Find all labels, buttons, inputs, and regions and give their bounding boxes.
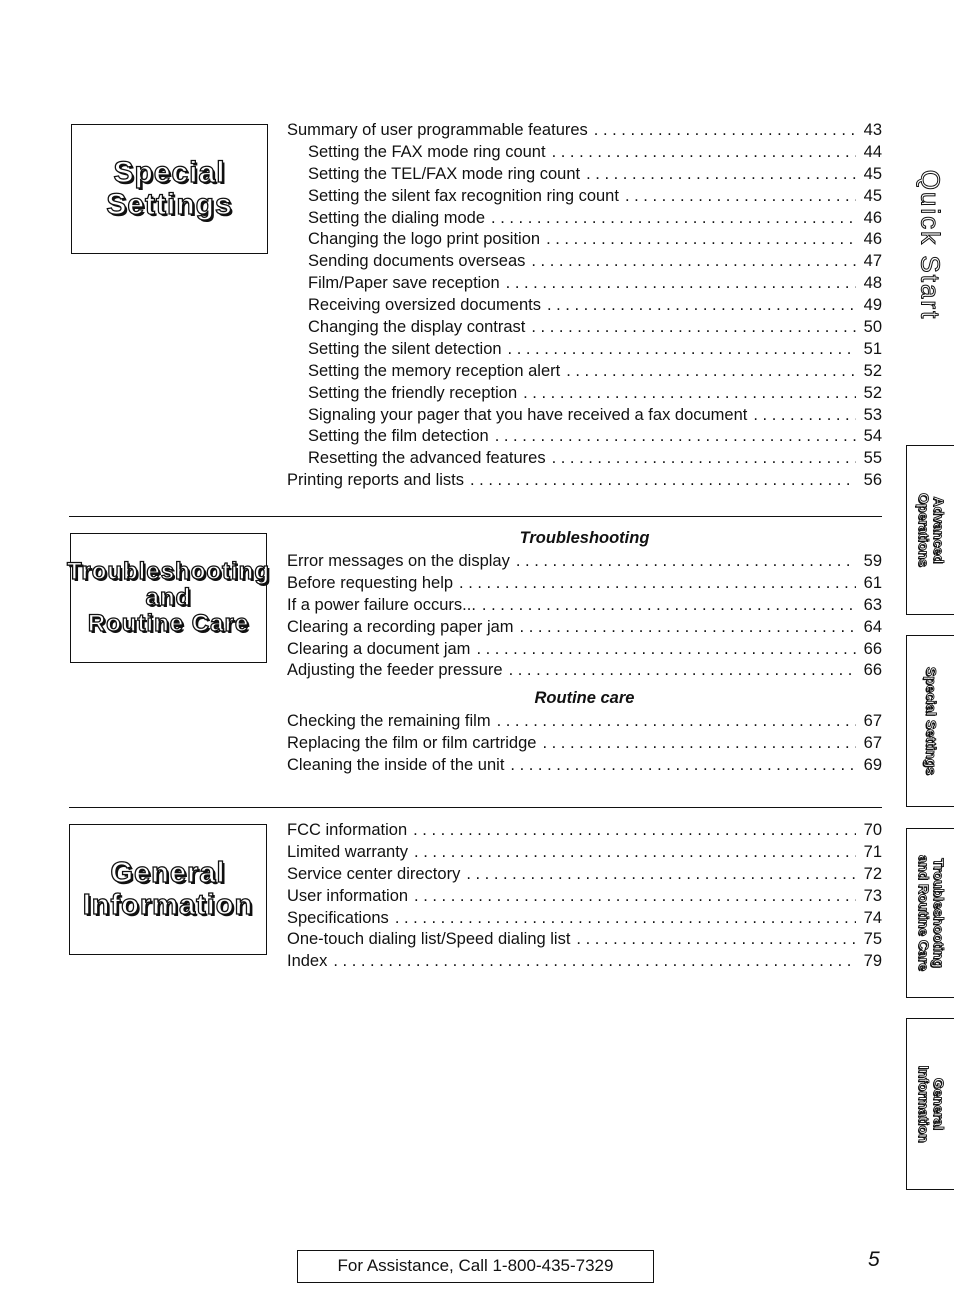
toc-entry-label: Clearing a recording paper jam [287, 617, 514, 636]
leader-dots [395, 908, 856, 930]
toc-entry[interactable] [287, 295, 882, 317]
leader-dots [523, 383, 856, 405]
page-number: 5 [868, 1248, 880, 1271]
troubleshooting-toc [287, 525, 882, 777]
toc-entry-page: 66 [863, 661, 882, 680]
tab-advanced-line-1: Advanced [930, 496, 947, 564]
toc-entry-label: Setting the silent detection [308, 339, 502, 358]
toc-entry-label: Printing reports and lists [287, 471, 464, 490]
leader-dots [594, 120, 856, 142]
toc-entry-page: 72 [863, 864, 882, 883]
leader-dots [497, 711, 856, 733]
leader-dots [491, 208, 856, 230]
toc-entry[interactable] [287, 886, 882, 908]
leader-dots [482, 595, 856, 617]
toc-entry-page: 56 [863, 471, 882, 490]
toc-entry-label: Setting the friendly reception [308, 383, 518, 402]
toc-entry-page: 69 [863, 756, 882, 775]
toc-entry-label: Setting the memory reception alert [308, 361, 561, 380]
toc-entry[interactable] [287, 660, 882, 682]
leader-dots [625, 186, 856, 208]
section-divider [69, 807, 882, 808]
toc-entry[interactable] [287, 208, 882, 230]
toc-entry[interactable] [287, 929, 882, 951]
toc-entry-label: Sending documents overseas [308, 252, 526, 271]
toc-entry-label: Replacing the film or film cartridge [287, 734, 537, 753]
general-information-title-box [69, 824, 267, 955]
toc-entry-page: 47 [863, 252, 882, 271]
toc-entry-page: 45 [863, 164, 882, 183]
toc-entry-label: Setting the silent fax recognition ring count [308, 186, 619, 205]
general-information-title-line-1: General [110, 857, 226, 890]
toc-entry[interactable] [287, 551, 882, 573]
leader-dots [520, 617, 856, 639]
leader-dots [510, 755, 856, 777]
toc-entry-label: One-touch dialing list/Speed dialing list [287, 930, 571, 949]
toc-entry-page: 67 [863, 712, 882, 731]
toc-entry[interactable] [287, 448, 882, 470]
toc-entry-label: Clearing a document jam [287, 639, 471, 658]
toc-entry-page: 74 [863, 908, 882, 927]
toc-entry-page: 55 [863, 449, 882, 468]
leader-dots [508, 339, 856, 361]
toc-entry-page: 45 [863, 186, 882, 205]
toc-entry-page: 59 [863, 552, 882, 570]
leader-dots [552, 448, 856, 470]
toc-entry[interactable] [287, 951, 882, 973]
toc-entry[interactable] [287, 595, 882, 617]
leader-dots [576, 929, 856, 951]
toc-entry[interactable] [287, 711, 882, 733]
toc-entry[interactable] [287, 383, 882, 405]
toc-entry-label: Film/Paper save reception [308, 274, 500, 293]
toc-entry-page: 71 [863, 842, 882, 861]
tab-advanced-operations[interactable] [906, 445, 954, 615]
toc-entry-label: Setting the TEL/FAX mode ring count [308, 164, 581, 183]
toc-entry-page: 46 [863, 230, 882, 249]
leader-dots [414, 886, 856, 908]
toc-entry-label: Before requesting help [287, 573, 454, 592]
tab-trouble-line-2: and Routine Care [915, 855, 932, 971]
tab-special-line-1: Special Settings [923, 666, 939, 776]
routine-care-subhead: Routine care [534, 689, 635, 708]
toc-entry[interactable] [287, 820, 882, 842]
tab-general-line-1: General [930, 1077, 947, 1131]
leader-dots [542, 733, 856, 755]
toc-entry[interactable] [287, 617, 882, 639]
toc-entry[interactable] [287, 842, 882, 864]
toc-entry[interactable] [287, 405, 882, 427]
toc-entry-page: 52 [863, 361, 882, 380]
tab-troubleshooting[interactable] [906, 828, 954, 998]
toc-entry[interactable] [287, 639, 882, 661]
leader-dots [753, 405, 856, 427]
toc-entry[interactable] [287, 251, 882, 273]
toc-entry[interactable] [287, 755, 882, 777]
troubleshooting-title-line-2: and [145, 584, 192, 612]
leader-dots [566, 361, 856, 383]
toc-entry-label: Service center directory [287, 864, 461, 883]
toc-entry-page: 46 [863, 208, 882, 227]
leader-dots [552, 142, 856, 164]
tab-general-line-2: Information [915, 1065, 932, 1143]
toc-entry-page: 67 [863, 734, 882, 753]
general-information-title-line-2: Information [82, 888, 254, 921]
toc-entry-page: 49 [863, 296, 882, 315]
toc-entry-page: 79 [863, 952, 882, 971]
troubleshooting-title-box [67, 533, 270, 663]
leader-dots [459, 573, 856, 595]
toc-entry[interactable] [287, 573, 882, 595]
special-settings-toc [287, 120, 882, 492]
toc-entry-label: Changing the logo print position [308, 230, 541, 249]
toc-entry-page: 66 [863, 639, 882, 658]
leader-dots [413, 820, 856, 842]
toc-entry-page: 54 [863, 427, 882, 446]
leader-dots [586, 164, 856, 186]
leader-dots [506, 273, 856, 295]
troubleshooting-title-line-3: Routine Care [87, 609, 250, 637]
toc-entry[interactable] [287, 908, 882, 930]
tab-trouble-line-1: Troubleshooting [930, 858, 947, 968]
toc-entry-label: Cleaning the inside of the unit [287, 756, 505, 775]
toc-entry-label: Changing the display contrast [308, 318, 526, 337]
toc-entry[interactable] [287, 186, 882, 208]
toc-entry-page: 63 [863, 595, 882, 614]
toc-entry-page: 53 [863, 405, 882, 424]
tab-general-information[interactable] [906, 1018, 954, 1190]
toc-entry-label: Summary of user programmable features [287, 121, 588, 139]
toc-entry-label: User information [287, 886, 409, 905]
toc-entry[interactable] [287, 229, 882, 251]
toc-entry-page: 64 [863, 617, 882, 636]
toc-entry-label: Resetting the advanced features [308, 449, 546, 468]
toc-entry-label: Adjusting the feeder pressure [287, 661, 503, 680]
special-settings-title-line-2: Settings [106, 188, 233, 221]
toc-entry[interactable] [287, 361, 882, 383]
toc-entry[interactable] [287, 339, 882, 361]
toc-entry[interactable] [287, 470, 882, 492]
toc-entry-page: 48 [863, 274, 882, 293]
leader-dots [476, 639, 856, 661]
leader-dots [531, 317, 856, 339]
leader-dots [509, 660, 856, 682]
toc-entry-label: Checking the remaining film [287, 712, 491, 731]
toc-entry-label: Error messages on the display [287, 552, 510, 570]
toc-entry-page: 52 [863, 383, 882, 402]
leader-dots [414, 842, 856, 864]
special-settings-title-line-1: Special [113, 155, 226, 189]
leader-dots [495, 426, 856, 448]
leader-dots [333, 951, 856, 973]
toc-entry-page: 43 [863, 121, 882, 139]
tab-special-settings[interactable] [906, 635, 954, 807]
quick-start-tab-label: Quick Start [915, 169, 946, 321]
toc-entry-page: 50 [863, 318, 882, 337]
toc-entry-label: Index [287, 952, 328, 971]
leader-dots [531, 251, 856, 273]
troubleshooting-subhead: Troubleshooting [519, 529, 650, 547]
troubleshooting-title-line-1: Troubleshooting [67, 558, 270, 586]
toc-entry[interactable] [287, 733, 882, 755]
toc-entry[interactable] [287, 142, 882, 164]
toc-entry[interactable] [287, 120, 882, 142]
toc-entry-page: 73 [863, 886, 882, 905]
toc-entry-label: If a power failure occurs... [287, 595, 476, 614]
leader-dots [546, 229, 856, 251]
leader-dots [466, 864, 856, 886]
toc-entry-page: 44 [863, 142, 882, 161]
toc-entry-page: 70 [863, 821, 882, 839]
section-divider [69, 516, 882, 517]
leader-dots [516, 551, 856, 573]
toc-entry[interactable] [287, 164, 882, 186]
toc-entry-label: FCC information [287, 821, 408, 839]
toc-entry[interactable] [287, 864, 882, 886]
toc-entry-label: Signaling your pager that you have received a fax document [308, 405, 748, 424]
tab-advanced-line-2: Operations [915, 493, 932, 567]
toc-entry-page: 75 [863, 930, 882, 949]
toc-entry-label: Setting the dialing mode [308, 208, 486, 227]
toc-entry[interactable] [287, 317, 882, 339]
general-information-toc [287, 820, 882, 973]
toc-entry-label: Setting the film detection [308, 427, 489, 446]
toc-entry-page: 61 [863, 573, 882, 592]
special-settings-title-box [71, 124, 268, 254]
toc-entry-label: Setting the FAX mode ring count [308, 142, 546, 161]
leader-dots [547, 295, 856, 317]
assistance-footer: For Assistance, Call 1-800-435-7329 [297, 1250, 654, 1283]
toc-entry[interactable] [287, 426, 882, 448]
toc-entry[interactable] [287, 273, 882, 295]
toc-entry-label: Receiving oversized documents [308, 296, 541, 315]
leader-dots [470, 470, 856, 492]
toc-entry-label: Specifications [287, 908, 389, 927]
toc-entry-label: Limited warranty [287, 842, 409, 861]
toc-entry-page: 51 [863, 339, 882, 358]
